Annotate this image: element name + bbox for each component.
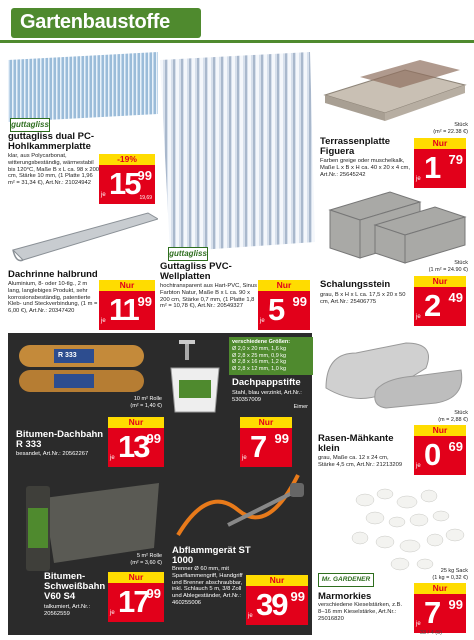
price-je: je <box>260 318 265 324</box>
product-description: grau, Maße ca. 12 x 24 cm, Stärke 4,5 cm, Art.Nr.: 21213209 <box>318 455 403 468</box>
price-cents: 79 <box>448 152 463 167</box>
price-main: 1 <box>424 150 440 185</box>
price-tag <box>414 138 466 188</box>
price-je: je <box>416 463 421 469</box>
price-tag <box>240 417 292 467</box>
unit-label: Eimer <box>293 404 308 410</box>
product-description: grau, B x H x L ca. 17,5 x 20 x 50 cm, Art.Nr.: 25406775 <box>320 292 406 305</box>
product-description: besandet, Art.Nr.: 20562267 <box>16 451 89 457</box>
unit-price: (1 m² = 24.90 €) <box>428 267 468 273</box>
roll-label: R 333 <box>58 352 77 359</box>
price-tag <box>108 417 164 467</box>
product-description: Brenner Ø 60 mm, mit Sparflammengriff, Handgriff und Brenner abschraubbar, inkl. Schlauch 5 m, 3/8 Zoll und Ablegeständer, Art.Nr.: 460255006 <box>172 566 243 606</box>
product-title: Marmorkies <box>318 591 372 602</box>
price-cents: 49 <box>448 290 463 305</box>
maehkante-image <box>316 338 471 410</box>
product-title: Terrassenplatte Figuera <box>320 136 391 157</box>
page-title: Gartenbaustoffe <box>20 11 170 33</box>
unit-price: (m² = 22.38 €) <box>433 129 468 135</box>
price-tag <box>258 280 310 330</box>
sizes-box <box>229 337 313 375</box>
product-title: Dachrinne halbrund <box>8 269 98 280</box>
tag-label: Nur <box>258 280 310 291</box>
price-cents: 99 <box>274 431 289 446</box>
tag-label: Nur <box>108 572 164 583</box>
unit-price: (m² = 3,60 €) <box>130 560 162 566</box>
unit-price: (m² = 1,40 €) <box>130 403 162 409</box>
product-title: Dachpappstifte <box>232 377 301 388</box>
product-description: Farben greige oder muschelkalk, Maße L x B x H ca. 40 x 20 x 4 cm, Art.Nr.: 25645242 <box>320 158 410 178</box>
tag-label: Nur <box>108 417 164 428</box>
unit-price: (m = 2,88 €) <box>438 417 468 423</box>
tag-label: Nur <box>240 417 292 428</box>
mr-gardener-logo: Mr. GARDENER <box>318 573 374 587</box>
size-option: Ø 2,0 x 20 mm, 1,6 kg <box>232 345 287 352</box>
price-cents: 99 <box>137 168 152 183</box>
unit-label: 10 m² Rolle <box>133 396 162 402</box>
price-cents: 99 <box>137 294 152 309</box>
price-tag <box>108 572 164 622</box>
price-main: 39 <box>256 587 287 622</box>
product-description: verschiedene Kieselstärken, z.B. 8–16 mm Kieselstärke, Art.Nr.: 25016820 <box>318 602 403 622</box>
product-title: Bitumen-Schweißbahn V60 S4 <box>44 571 106 602</box>
price-je: je <box>416 314 421 320</box>
product-description: hochtransparent aus Hart-PVC, Sinus Farbton Natur, Maße B x L ca. 90 x 200 cm, Stärke 0,7 mm, (1 Platte 1,8 m² = 10,78 €), Art.Nr.: 20549327 <box>160 283 257 310</box>
price-main: 7 <box>424 595 440 630</box>
price-cents: 99 <box>290 589 305 604</box>
tag-label: Nur <box>414 276 466 287</box>
bitumen-rolls-image <box>14 340 154 400</box>
unit-label: Stück <box>454 122 468 128</box>
price-je: je <box>242 455 247 461</box>
price-main: 17 <box>118 584 149 619</box>
dachrinne-image <box>8 205 158 265</box>
price-main: 13 <box>118 429 149 464</box>
tag-label: Nur <box>414 425 466 436</box>
price-cents: 99 <box>146 586 161 601</box>
page-number: 33 / 4 (5) <box>420 630 443 636</box>
nail-bucket-image <box>165 340 225 415</box>
abflammgeraet-image <box>168 465 308 545</box>
discount-badge: -19% <box>99 154 155 165</box>
product-description: klar, aus Polycarbonat, witterungsbeständig, wärmestabil bis 120°C, Maße B x L ca. 98 x 200 cm, Stärke 10 mm, (1 Platte 1,96 m² = 31,34 €), Art.Nr.: 21024942 <box>8 153 100 187</box>
terrassenplatte-image <box>320 55 470 125</box>
tag-label: Nur <box>414 138 466 149</box>
unit-label: 5 m² Rolle <box>136 553 162 559</box>
guttagliss-logo: guttagliss <box>10 118 50 132</box>
price-je: je <box>101 192 106 198</box>
product-description: Aluminium, 8- oder 10-tlg., 2 m lang, langlebiges Produkt, sehr korrosionsbeständig, patentierte Kleb- und Steckverbindung, (1 m = 6,00 €), Art.Nr.: 20347420 <box>8 281 98 315</box>
product-description: talkumiert, Art.Nr.: 20562559 <box>44 604 91 617</box>
price-main: 2 <box>424 288 440 323</box>
wellplatten-image <box>160 52 315 252</box>
unit-label: Stück <box>454 410 468 416</box>
price-tag <box>414 276 466 326</box>
price-tag <box>99 154 155 204</box>
tag-label: Nur <box>99 280 155 291</box>
product-title: Rasen-Mähkante klein <box>318 433 394 454</box>
price-tag <box>99 280 155 330</box>
product-title: Schalungsstein <box>320 279 391 290</box>
price-je: je <box>110 455 115 461</box>
price-je: je <box>110 610 115 616</box>
size-option: Ø 2,8 x 12 mm, 1,0 kg <box>232 366 287 373</box>
price-main: 5 <box>268 292 284 327</box>
hohlkammerplatte-image <box>8 52 158 122</box>
marmorkies-image <box>345 480 470 575</box>
tag-label: Nur <box>246 575 308 586</box>
price-tag <box>414 425 466 475</box>
price-cents: 69 <box>448 439 463 454</box>
price-main: 0 <box>424 437 440 472</box>
unit-label: 25 kg Sack <box>440 568 468 574</box>
price-main: 7 <box>250 429 266 464</box>
sizes-title: verschiedene Größen: <box>232 339 291 345</box>
product-title: Guttagliss PVC-Wellplatten <box>160 261 232 282</box>
guttagliss-logo: guttagliss <box>168 247 208 261</box>
product-title: guttagliss dual PC-Hohlkammerplatte <box>8 131 95 152</box>
price-tag <box>246 575 308 625</box>
price-je: je <box>101 318 106 324</box>
price-je: je <box>248 613 253 619</box>
unit-label: Stück <box>454 260 468 266</box>
price-main: 15 <box>109 166 140 201</box>
size-option: Ø 2,8 x 16 mm, 1,2 kg <box>232 359 287 366</box>
price-cents: 99 <box>292 294 307 309</box>
price-cents: 99 <box>448 597 463 612</box>
old-price: 19,69 <box>139 195 152 201</box>
price-je: je <box>416 176 421 182</box>
price-je: je <box>416 621 421 627</box>
unit-price: (1 kg = 0,32 €) <box>432 575 468 581</box>
product-title: Abflammgerät ST 1000 <box>172 545 251 566</box>
size-option: Ø 2,8 x 25 mm, 0,9 kg <box>232 352 287 359</box>
tag-label: Nur <box>414 583 466 594</box>
product-title: Bitumen-Dachbahn R 333 <box>16 429 104 450</box>
product-description: Stahl, blau verzinkt, Art.Nr.: 530357009 <box>232 390 302 403</box>
schalungsstein-image <box>320 190 470 265</box>
price-tag <box>414 583 466 633</box>
price-main: 11 <box>109 292 138 327</box>
header-divider <box>0 40 474 43</box>
price-cents: 99 <box>146 431 161 446</box>
